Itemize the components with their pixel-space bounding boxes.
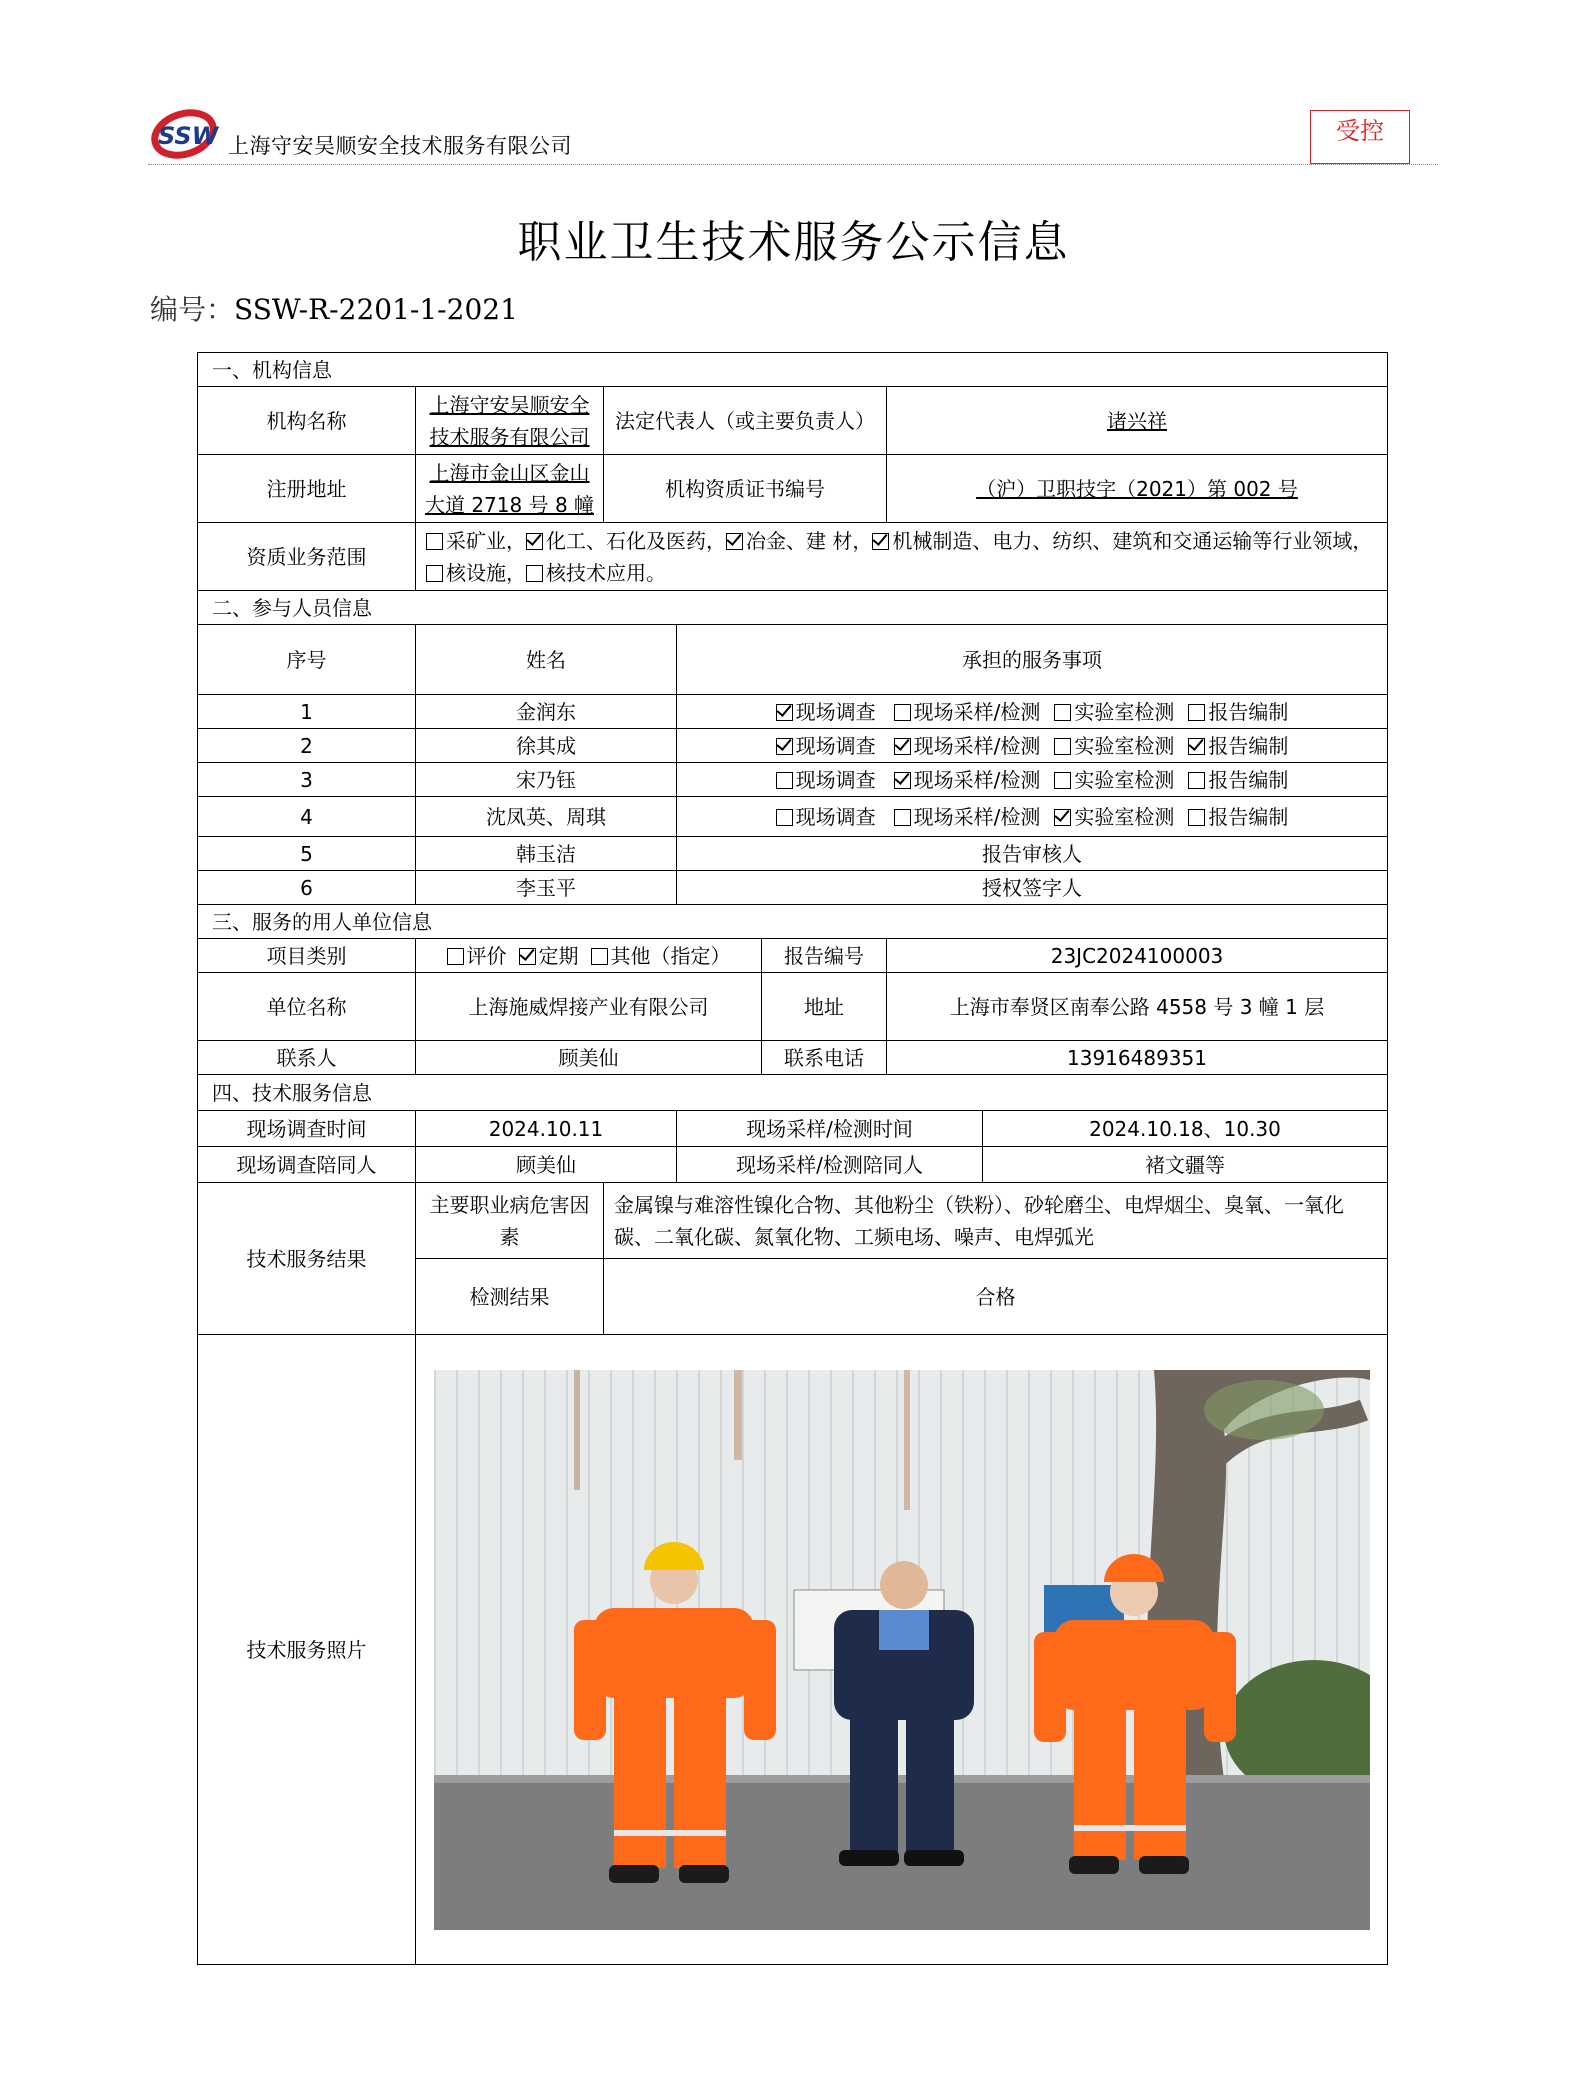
duty-checkbox xyxy=(1054,772,1071,789)
duty-label: 实验室检测 xyxy=(1074,804,1175,829)
document-number xyxy=(150,288,518,328)
cert-no: （沪）卫职技字（2021）第 002 号 xyxy=(976,476,1298,501)
staff-row xyxy=(198,729,1388,763)
duty-option xyxy=(776,696,876,728)
reg-address-label: 注册地址 xyxy=(198,455,416,523)
staff-name: 沈凤英、周琪 xyxy=(416,797,677,837)
duty-option xyxy=(1054,696,1174,728)
duty-option xyxy=(1188,801,1288,833)
survey-time: 2024.10.11 xyxy=(416,1111,677,1147)
org-name-label: 机构名称 xyxy=(198,387,416,455)
contact-label: 联系人 xyxy=(198,1041,416,1075)
sample-time: 2024.10.18、10.30 xyxy=(983,1111,1388,1147)
ssw-logo xyxy=(148,98,228,160)
scope-item: 核技术应用。 xyxy=(526,561,666,585)
staff-name: 李玉平 xyxy=(416,871,677,905)
scope-checkbox-6 xyxy=(526,565,543,582)
page-header xyxy=(148,96,1438,166)
duty-option xyxy=(776,730,876,762)
report-no: 23JC2024100003 xyxy=(887,939,1388,973)
header-divider xyxy=(148,164,1438,165)
duty-label: 实验室检测 xyxy=(1074,699,1175,724)
cert-no-label: 机构资质证书编号 xyxy=(604,455,887,523)
duty-label: 现场调查 xyxy=(795,804,876,829)
duty-checkbox xyxy=(894,809,911,826)
duty-checkbox xyxy=(776,772,793,789)
duty-option xyxy=(1188,730,1288,762)
duty-option xyxy=(894,801,1041,833)
staff-duties xyxy=(677,729,1388,763)
section-org-title: 一、机构信息 xyxy=(198,353,1388,387)
staff-name: 宋乃钰 xyxy=(416,763,677,797)
staff-rows xyxy=(198,695,1388,905)
scope-item: 冶金、建 材， xyxy=(726,529,872,553)
section-service-title: 四、技术服务信息 xyxy=(198,1075,1388,1111)
staff-row xyxy=(198,695,1388,729)
scope-checkbox-2 xyxy=(526,533,543,550)
duty-checkbox xyxy=(776,809,793,826)
scope-checkbox-3 xyxy=(726,533,743,550)
report-no-label: 报告编号 xyxy=(762,939,887,973)
staff-duties xyxy=(677,695,1388,729)
org-name: 上海守安吴顺安全技术服务有限公司 xyxy=(429,392,590,449)
duty-checkbox xyxy=(1188,704,1205,721)
contact: 顾美仙 xyxy=(416,1041,762,1075)
test-result: 合格 xyxy=(604,1259,1388,1335)
project-type-options: 评价 定期 其他（指定） xyxy=(416,939,762,973)
duty-checkbox xyxy=(894,772,911,789)
duty-option xyxy=(1188,764,1288,796)
duty-checkbox xyxy=(1054,704,1071,721)
staff-no: 6 xyxy=(198,871,416,905)
type-checkbox-evaluation xyxy=(447,948,464,965)
section-client-title: 三、服务的用人单位信息 xyxy=(198,905,1388,939)
survey-escort: 顾美仙 xyxy=(416,1147,677,1183)
sample-time-label: 现场采样/检测时间 xyxy=(677,1111,983,1147)
unit-name: 上海施威焊接产业有限公司 xyxy=(416,973,762,1041)
col-no-header: 序号 xyxy=(198,625,416,695)
legal-rep-label: 法定代表人（或主要负责人） xyxy=(604,387,887,455)
scope-label: 资质业务范围 xyxy=(198,523,416,591)
duty-checkbox xyxy=(1054,809,1071,826)
survey-escort-label: 现场调查陪同人 xyxy=(198,1147,416,1183)
duty-checkbox xyxy=(894,704,911,721)
service-photo xyxy=(434,1370,1370,1930)
duty-option xyxy=(776,764,876,796)
unit-address: 上海市奉贤区南奉公路 4558 号 3 幢 1 层 xyxy=(887,973,1388,1041)
hazard-label: 主要职业病危害因素 xyxy=(416,1183,604,1259)
duty-checkbox xyxy=(1054,738,1071,755)
staff-row xyxy=(198,837,1388,871)
scope-item: 核设施， xyxy=(426,561,526,585)
staff-no: 4 xyxy=(198,797,416,837)
duty-label: 报告编制 xyxy=(1208,699,1289,724)
result-label: 技术服务结果 xyxy=(198,1183,416,1335)
staff-no: 3 xyxy=(198,763,416,797)
scope-checkbox-1 xyxy=(426,533,443,550)
staff-row xyxy=(198,797,1388,837)
hazard-list: 金属镍与难溶性镍化合物、其他粉尘（铁粉）、砂轮磨尘、电焊烟尘、臭氧、一氧化碳、二氧化碳、氮氧化物、工频电场、噪声、电焊弧光 xyxy=(604,1183,1388,1259)
staff-name: 金润东 xyxy=(416,695,677,729)
unit-name-label: 单位名称 xyxy=(198,973,416,1041)
staff-duties: 报告审核人 xyxy=(677,837,1388,871)
scope-item: 机械制造、电力、纺织、建筑和交通运输等行业领域， xyxy=(872,529,1372,553)
scope-list xyxy=(416,523,1388,591)
legal-rep: 诸兴祥 xyxy=(1107,408,1167,433)
phone: 13916489351 xyxy=(887,1041,1388,1075)
unit-address-label: 地址 xyxy=(762,973,887,1041)
controlled-stamp: 受控 xyxy=(1310,110,1410,164)
service-photo-image xyxy=(434,1370,1370,1930)
duty-checkbox xyxy=(1188,772,1205,789)
sample-escort: 褚文疆等 xyxy=(983,1147,1388,1183)
type-checkbox-periodic xyxy=(519,948,536,965)
company-name: 上海守安吴顺安全技术服务有限公司 xyxy=(228,134,572,158)
duty-checkbox xyxy=(894,738,911,755)
duty-label: 现场采样/检测 xyxy=(913,733,1041,758)
scope-item: 化工、石化及医药， xyxy=(526,529,726,553)
duty-checkbox xyxy=(776,738,793,755)
staff-duties: 授权签字人 xyxy=(677,871,1388,905)
duty-label: 现场调查 xyxy=(795,733,876,758)
staff-no: 2 xyxy=(198,729,416,763)
sample-escort-label: 现场采样/检测陪同人 xyxy=(677,1147,983,1183)
duty-label: 实验室检测 xyxy=(1074,767,1175,792)
duty-option xyxy=(894,730,1041,762)
staff-row xyxy=(198,871,1388,905)
duty-option xyxy=(776,801,876,833)
duty-option xyxy=(894,764,1041,796)
type-checkbox-other xyxy=(591,948,608,965)
staff-duties xyxy=(677,763,1388,797)
duty-label: 现场调查 xyxy=(795,767,876,792)
duty-label: 现场采样/检测 xyxy=(913,767,1041,792)
staff-name: 韩玉洁 xyxy=(416,837,677,871)
duty-label: 实验室检测 xyxy=(1074,733,1175,758)
test-result-label: 检测结果 xyxy=(416,1259,604,1335)
duty-option xyxy=(1054,801,1174,833)
duty-option xyxy=(1188,696,1288,728)
svg-text:SSW: SSW xyxy=(158,122,219,150)
duty-checkbox xyxy=(776,704,793,721)
duty-checkbox xyxy=(1188,738,1205,755)
scope-item: 采矿业， xyxy=(426,529,526,553)
duty-label: 现场采样/检测 xyxy=(913,699,1041,724)
scope-checkbox-4 xyxy=(872,533,889,550)
photo-cell xyxy=(416,1335,1388,1965)
disclosure-table xyxy=(197,352,1388,1965)
duty-option xyxy=(894,696,1041,728)
scope-checkbox-5 xyxy=(426,565,443,582)
staff-no: 5 xyxy=(198,837,416,871)
document-number-value: SSW-R-2201-1-2021 xyxy=(234,293,518,326)
duty-checkbox xyxy=(1188,809,1205,826)
duty-label: 现场采样/检测 xyxy=(913,804,1041,829)
col-duty-header: 承担的服务事项 xyxy=(677,625,1388,695)
staff-no: 1 xyxy=(198,695,416,729)
duty-label: 报告编制 xyxy=(1208,767,1289,792)
reg-address: 上海市金山区金山大道 2718 号 8 幢 xyxy=(424,460,595,517)
document-number-label: 编号： xyxy=(150,293,235,326)
page-title: 职业卫生技术服务公示信息 xyxy=(517,217,1070,268)
duty-label: 报告编制 xyxy=(1208,733,1289,758)
phone-label: 联系电话 xyxy=(762,1041,887,1075)
section-staff-title: 二、参与人员信息 xyxy=(198,591,1388,625)
photo-label: 技术服务照片 xyxy=(198,1335,416,1965)
staff-duties xyxy=(677,797,1388,837)
survey-time-label: 现场调查时间 xyxy=(198,1111,416,1147)
duty-label: 现场调查 xyxy=(795,699,876,724)
staff-name: 徐其成 xyxy=(416,729,677,763)
staff-row xyxy=(198,763,1388,797)
col-name-header: 姓名 xyxy=(416,625,677,695)
duty-option xyxy=(1054,764,1174,796)
duty-label: 报告编制 xyxy=(1208,804,1289,829)
project-type-label: 项目类别 xyxy=(198,939,416,973)
duty-option xyxy=(1054,730,1174,762)
